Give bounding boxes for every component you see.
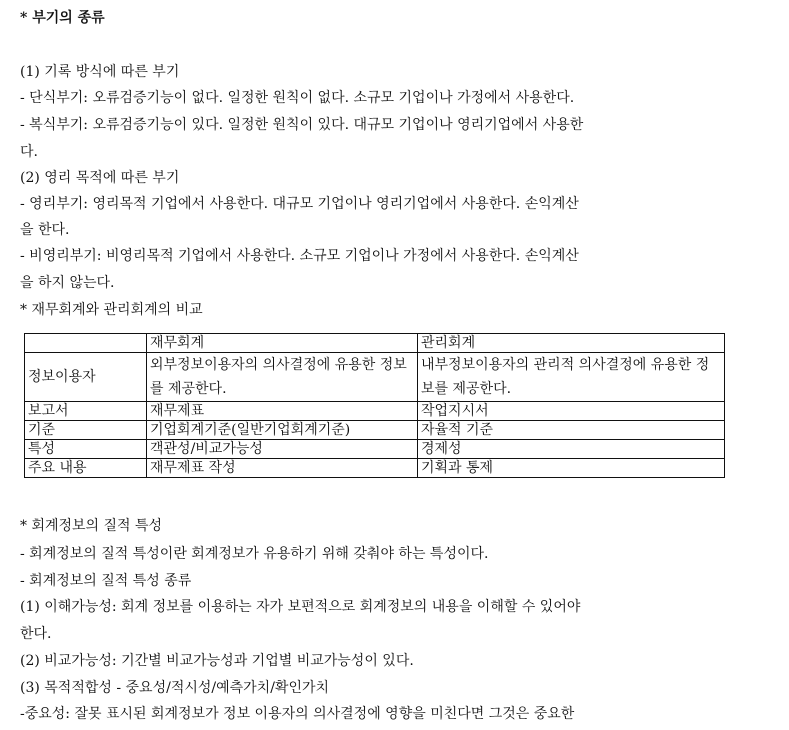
nonprofit-bookkeeping-line-cont: 을 하지 않는다. <box>20 275 115 291</box>
heading-accounting-comparison: * 재무회계와 관리회계의 비교 <box>20 302 203 318</box>
table-cell: 특성 <box>25 440 147 459</box>
table-cell: 재무제표 <box>147 402 418 421</box>
profit-bookkeeping-line: - 영리부기: 영리목적 기업에서 사용한다. 대규모 기업이나 영리기업에서 사용한다. 손익계산 <box>20 196 579 212</box>
table-cell: 자율적 기준 <box>418 421 725 440</box>
double-entry-line-cont: 다. <box>20 144 38 160</box>
nonprofit-bookkeeping-line: - 비영리부기: 비영리목적 기업에서 사용한다. 소규모 기업이나 가정에서 사용한다. 손익계산 <box>20 248 579 264</box>
comparison-table <box>24 333 725 478</box>
table-cell: 재무제표 작성 <box>147 459 418 478</box>
table-cell: 작업지시서 <box>418 402 725 421</box>
table-row <box>25 459 725 478</box>
understandability-line: (1) 이해가능성: 회계 정보를 이용하는 자가 보편적으로 회계정보의 내용을 이해할 수 있어야 <box>20 599 581 615</box>
double-entry-line: - 복식부기: 오류검증기능이 있다. 일정한 원칙이 있다. 대규모 기업이나 영리기업에서 사용한 <box>20 117 584 133</box>
table-header-cell: 재무회계 <box>147 334 418 353</box>
table-row <box>25 421 725 440</box>
qualitative-definition-line: - 회계정보의 질적 특성이란 회계정보가 유용하기 위해 갖춰야 하는 특성이다. <box>20 546 489 562</box>
table-cell: 기준 <box>25 421 147 440</box>
table-header-cell <box>25 334 147 353</box>
table-cell: 기획과 통제 <box>418 459 725 478</box>
table-cell: 정보이용자 <box>25 353 147 402</box>
qualitative-types-line: - 회계정보의 질적 특성 종류 <box>20 573 192 589</box>
heading-qualitative-characteristics: * 회계정보의 질적 특성 <box>20 518 163 534</box>
table-header-row <box>25 334 725 353</box>
table-header-cell: 관리회계 <box>418 334 725 353</box>
table-cell: 내부정보이용자의 관리적 의사결정에 유용한 정보를 제공한다. <box>418 353 725 402</box>
heading-bookkeeping-types: * 부기의 종류 <box>20 10 105 26</box>
table-cell: 경제성 <box>418 440 725 459</box>
section-recording-method-title: (1) 기록 방식에 따른 부기 <box>20 64 180 80</box>
table-cell: 외부정보이용자의 의사결정에 유용한 정보를 제공한다. <box>147 353 418 402</box>
materiality-line: -중요성: 잘못 표시된 회계정보가 정보 이용자의 의사결정에 영향을 미친다면 그것은 중요한 <box>20 706 575 722</box>
relevance-line: (3) 목적적합성 - 중요성/적시성/예측가치/확인가치 <box>20 680 330 696</box>
comparability-line: (2) 비교가능성: 기간별 비교가능성과 기업별 비교가능성이 있다. <box>20 653 414 669</box>
table-cell: 객관성/비교가능성 <box>147 440 418 459</box>
table-row <box>25 440 725 459</box>
table-row <box>25 353 725 402</box>
table-cell: 보고서 <box>25 402 147 421</box>
profit-bookkeeping-line-cont: 을 한다. <box>20 222 70 238</box>
table-row <box>25 402 725 421</box>
single-entry-line: - 단식부기: 오류검증기능이 없다. 일정한 원칙이 없다. 소규모 기업이나 가정에서 사용한다. <box>20 90 575 106</box>
understandability-line-cont: 한다. <box>20 626 52 642</box>
table-cell: 주요 내용 <box>25 459 147 478</box>
table-cell: 기업회계기준(일반기업회계기준) <box>147 421 418 440</box>
section-profit-purpose-title: (2) 영리 목적에 따른 부기 <box>20 170 180 186</box>
